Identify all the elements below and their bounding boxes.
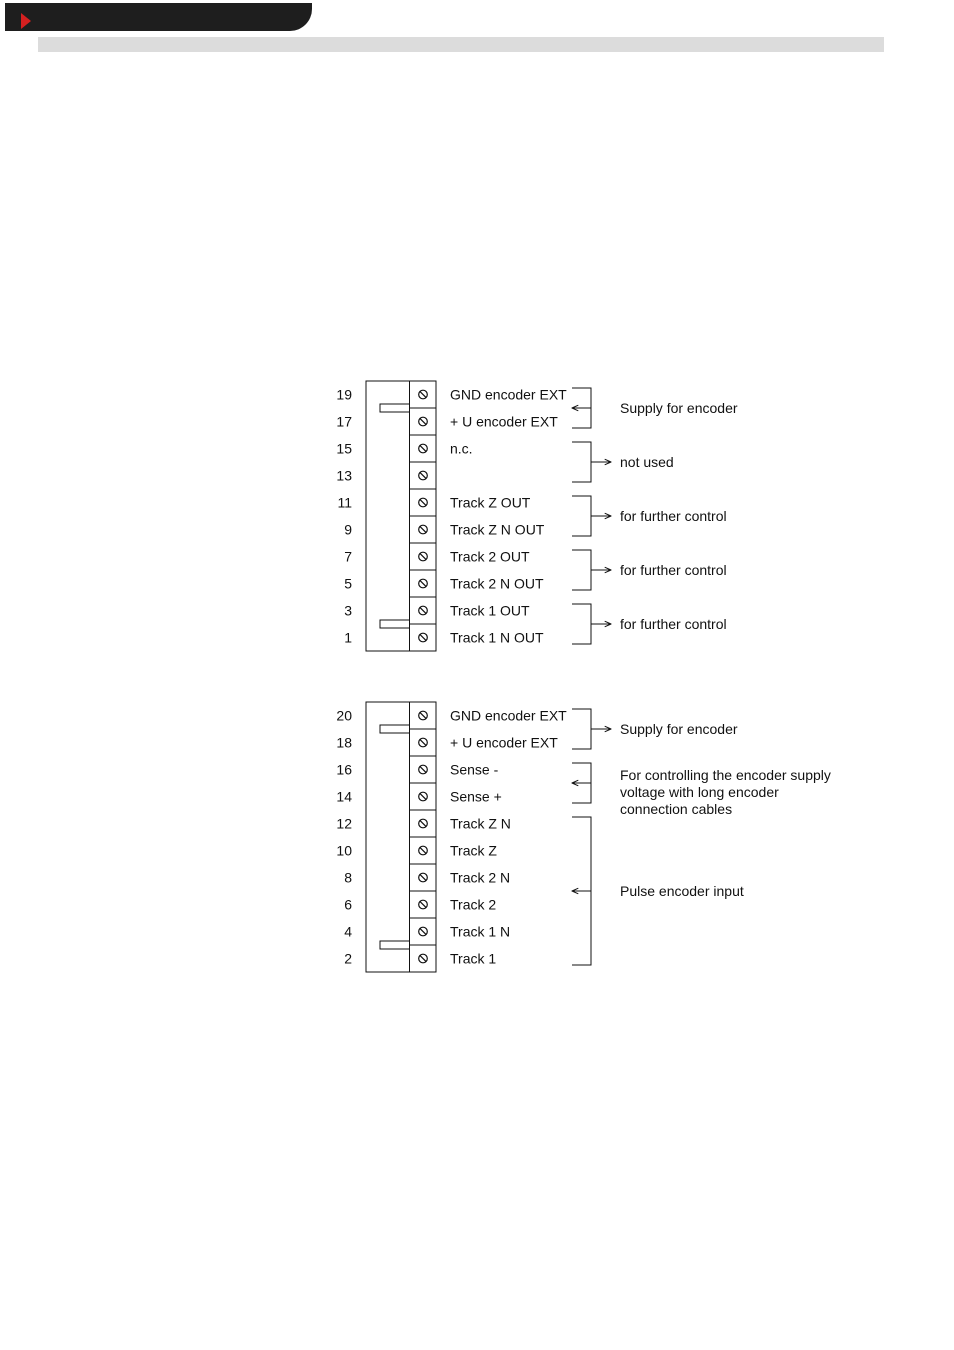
pin-label: + U encoder EXT bbox=[450, 734, 558, 751]
group-description: Supply for encoder bbox=[620, 721, 738, 737]
pin-label: Track 1 OUT bbox=[450, 602, 530, 619]
terminal-block-x1 bbox=[336, 381, 737, 651]
pin-label: GND encoder EXT bbox=[450, 386, 567, 403]
screw-slot bbox=[420, 820, 426, 826]
screw-slot bbox=[420, 391, 426, 397]
pin-number: 11 bbox=[337, 494, 352, 511]
group-bracket bbox=[572, 550, 591, 590]
screw-slot bbox=[420, 766, 426, 772]
screw-slot bbox=[420, 499, 426, 505]
group-description: not used bbox=[620, 454, 674, 470]
screw-slot bbox=[420, 712, 426, 718]
pin-label: GND encoder EXT bbox=[450, 707, 567, 724]
pin-label: Track 2 N bbox=[450, 869, 511, 886]
pin-label: Track Z OUT bbox=[450, 494, 531, 511]
screw-slot bbox=[420, 418, 426, 424]
screw-slot bbox=[420, 793, 426, 799]
screw-slot bbox=[420, 739, 426, 745]
screw-slot bbox=[420, 847, 426, 853]
pin-number: 14 bbox=[336, 788, 352, 805]
coding-jumper bbox=[380, 941, 410, 949]
pin-number: 18 bbox=[336, 734, 352, 751]
screw-slot bbox=[420, 634, 426, 640]
pin-label: Track Z N OUT bbox=[450, 521, 545, 538]
screw-slot bbox=[420, 472, 426, 478]
pin-label: Track 1 bbox=[450, 950, 497, 967]
pin-label: + U encoder EXT bbox=[450, 413, 558, 430]
pin-number: 4 bbox=[344, 923, 352, 940]
group-description: for further control bbox=[620, 508, 727, 524]
group-bracket bbox=[572, 442, 591, 482]
pin-number: 17 bbox=[336, 413, 352, 430]
pin-number: 20 bbox=[336, 707, 352, 724]
coding-jumper bbox=[380, 620, 410, 628]
group-description: for further control bbox=[620, 616, 727, 632]
group-description: for further control bbox=[620, 562, 727, 578]
pin-number: 16 bbox=[336, 761, 352, 778]
screw-slot bbox=[420, 874, 426, 880]
pin-label: Track Z N bbox=[450, 815, 511, 832]
pin-number: 2 bbox=[344, 950, 352, 967]
pin-number: 3 bbox=[344, 602, 352, 619]
pin-label: Track 2 OUT bbox=[450, 548, 530, 565]
group-description: Supply for encoder bbox=[620, 400, 738, 416]
pin-number: 6 bbox=[344, 896, 352, 913]
pin-label: Track 2 N OUT bbox=[450, 575, 544, 592]
pin-number: 13 bbox=[336, 467, 352, 484]
coding-jumper bbox=[380, 404, 410, 412]
screw-slot bbox=[420, 607, 426, 613]
group-description: voltage with long encoder bbox=[620, 784, 779, 800]
group-description: connection cables bbox=[620, 801, 733, 817]
screw-slot bbox=[420, 445, 426, 451]
screw-slot bbox=[420, 526, 426, 532]
screw-slot bbox=[420, 901, 426, 907]
screw-slot bbox=[420, 955, 426, 961]
pin-label: Track 2 bbox=[450, 896, 497, 913]
screw-slot bbox=[420, 553, 426, 559]
pin-label: n.c. bbox=[450, 440, 473, 457]
group-bracket bbox=[572, 709, 591, 749]
pin-number: 1 bbox=[344, 629, 352, 646]
pin-label: Track 1 N bbox=[450, 923, 511, 940]
pin-number: 8 bbox=[344, 869, 352, 886]
pin-number: 15 bbox=[336, 440, 352, 457]
pin-number: 5 bbox=[344, 575, 352, 592]
group-bracket bbox=[572, 496, 591, 536]
pin-label: Sense + bbox=[450, 788, 502, 805]
group-bracket bbox=[572, 604, 591, 644]
terminal-block-x2 bbox=[336, 702, 830, 972]
pin-label: Track 1 N OUT bbox=[450, 629, 544, 646]
pin-number: 12 bbox=[336, 815, 352, 832]
pin-number: 7 bbox=[344, 548, 352, 565]
coding-jumper bbox=[380, 725, 410, 733]
screw-slot bbox=[420, 928, 426, 934]
pin-number: 10 bbox=[336, 842, 352, 859]
pin-label: Track Z bbox=[450, 842, 497, 859]
pin-number: 9 bbox=[344, 521, 352, 538]
pin-number: 19 bbox=[336, 386, 352, 403]
group-description: Pulse encoder input bbox=[620, 883, 744, 899]
pin-label: Sense - bbox=[450, 761, 499, 778]
group-description: For controlling the encoder supply bbox=[620, 767, 831, 783]
screw-slot bbox=[420, 580, 426, 586]
